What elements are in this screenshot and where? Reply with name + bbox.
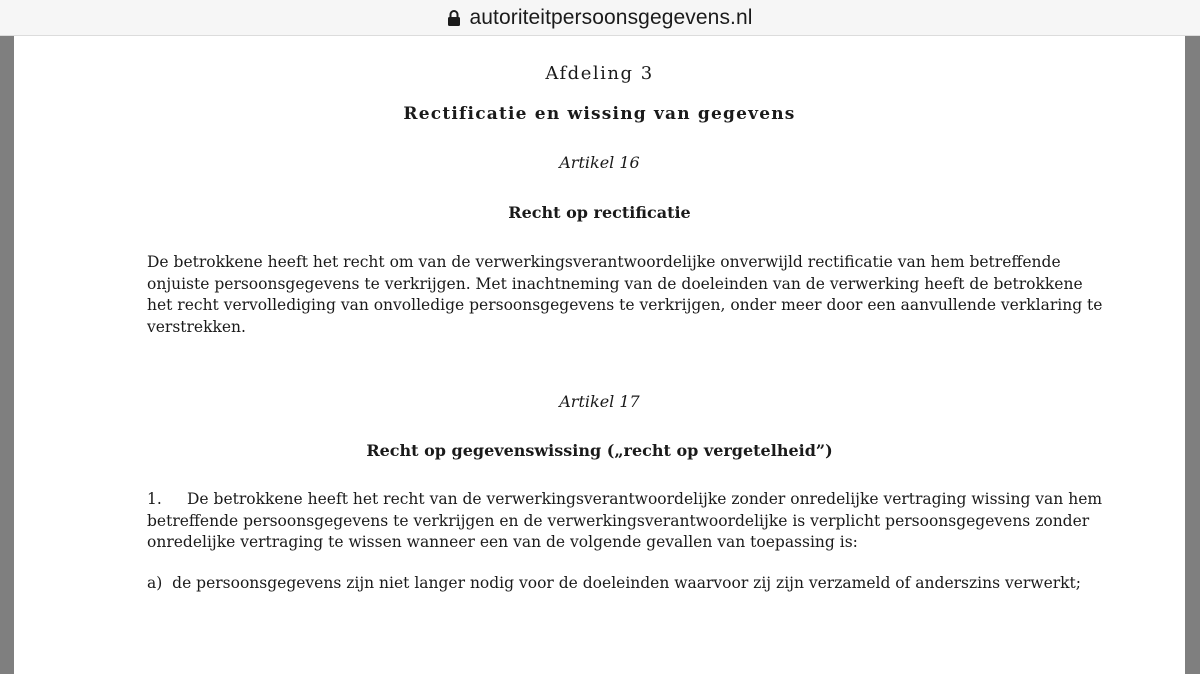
article-16-paragraph: [147, 252, 1103, 338]
item-text: De betrokkene heeft het recht van de verwerkingsverantwoordelijke zonder onredelijke vertraging wissing van hem: [187, 490, 1103, 508]
paragraph-line: onredelijke vertraging te wissen wanneer een van de volgende gevallen van toepassing is:: [147, 533, 858, 551]
paragraph-line: het recht vervollediging van onvolledige persoonsgegevens te verkrijgen, onder meer door een aanvullende verklaring te: [147, 296, 1103, 314]
paragraph-line: verstrekken.: [147, 317, 246, 336]
section-label: Afdeling 3: [545, 63, 654, 84]
article-17-label: Artikel 17: [559, 392, 640, 411]
lock-icon: [447, 9, 461, 27]
paragraph-line: onjuiste persoonsgegevens te verkrijgen. Met inachtneming van de doeleinden van de verwerking heeft de betrokkene: [147, 274, 1083, 293]
address-bar[interactable]: [0, 0, 1200, 36]
url-text[interactable]: autoriteitpersoonsgegevens.nl: [469, 5, 753, 29]
article-17-item-1: [147, 489, 1103, 554]
viewer-gutter-right: [1185, 36, 1200, 674]
paragraph-line: betreffende persoonsgegevens te verkrijgen en de verwerkingsverantwoordelijke is verplicht persoonsgegevens zonder: [147, 511, 1090, 530]
paragraph-line: De betrokkene heeft het recht om van de verwerkingsverantwoordelijke onverwijld rectificatie van hem betreffende: [147, 253, 1061, 271]
section-title: Rectificatie en wissing van gegevens: [403, 104, 796, 124]
address-bar-content[interactable]: [447, 6, 752, 30]
paragraph-line: [147, 573, 1081, 595]
article-16-label: Artikel 16: [559, 153, 640, 172]
item-number: 1.: [147, 490, 162, 508]
viewer-gutter-left: [0, 36, 14, 674]
paragraph-line: [147, 489, 1103, 511]
article-16-title: Recht op rectificatie: [508, 203, 691, 222]
document-page: [14, 36, 1185, 674]
item-letter: a): [147, 574, 163, 592]
article-17-title: Recht op gegevenswissing („recht op vergetelheid”): [366, 441, 833, 460]
article-17-item-a: [147, 573, 1081, 595]
item-text: de persoonsgegevens zijn niet langer nodig voor de doeleinden waarvoor zij zijn verzameld of anderszins verwerkt;: [172, 574, 1081, 592]
